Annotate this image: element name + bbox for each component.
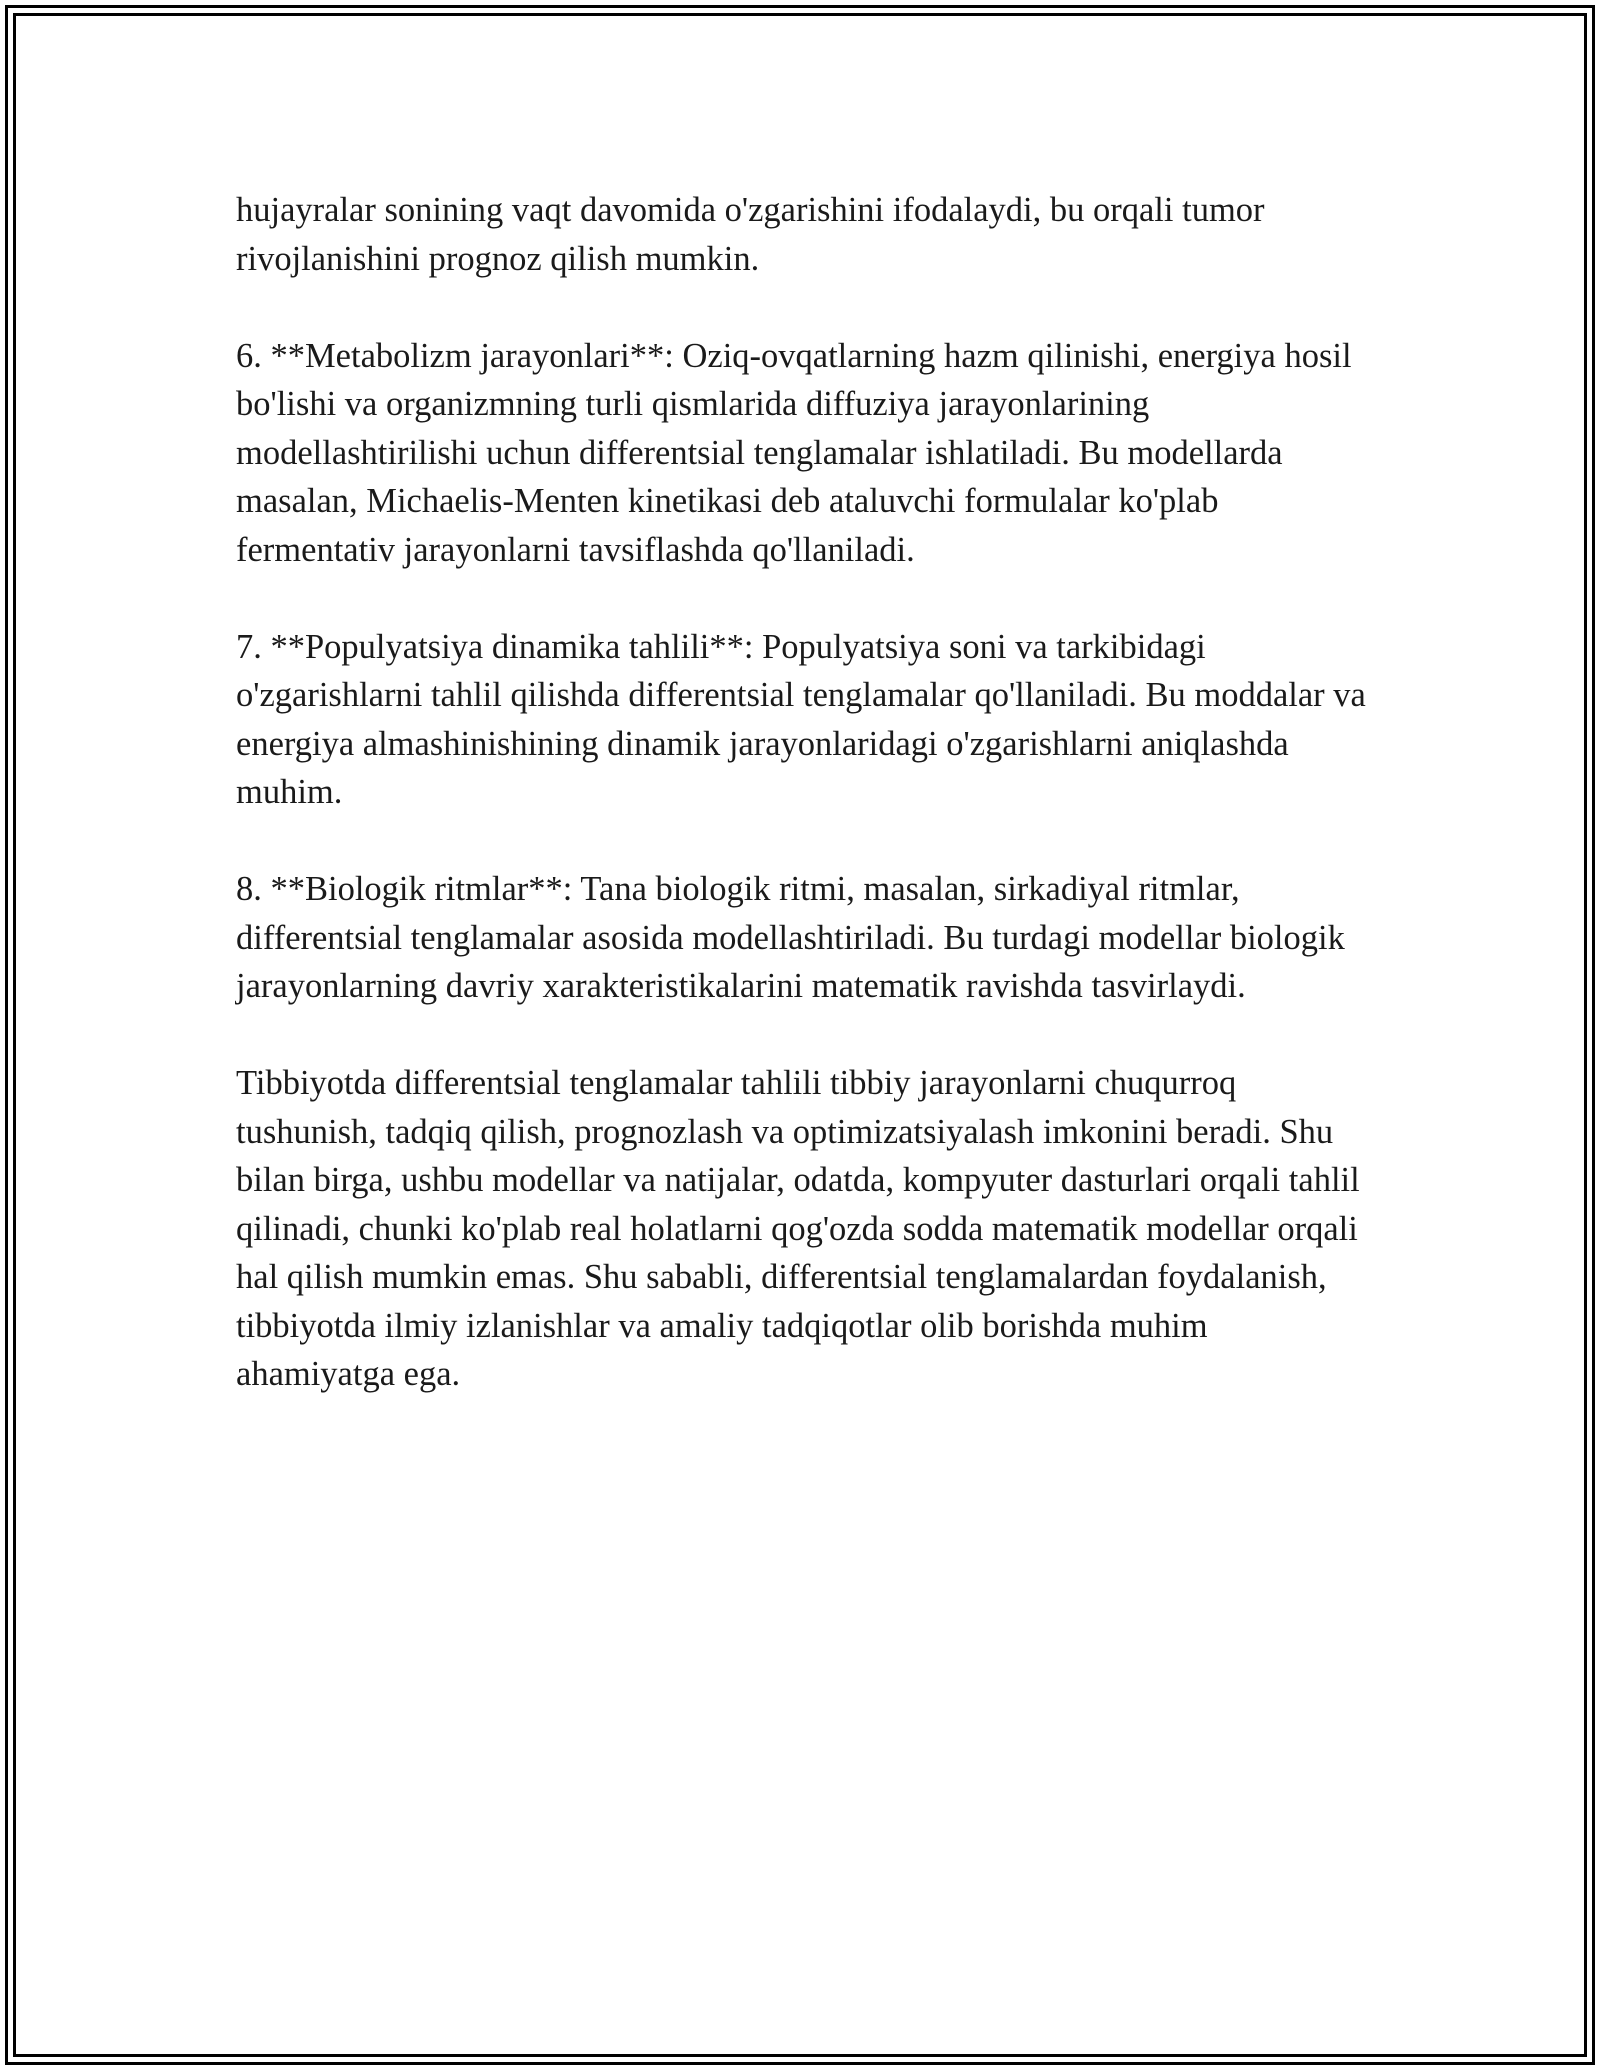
paragraph-biological-rhythms: 8. **Biologik ritmlar**: Tana biologik ritmi, masalan, sirkadiyal ritmlar, differentsial tenglamalar asosida modellashtiriladi. Bu turdagi modellar biologik jarayonlarning davriy xarakteristikalarini matematik ravishda tasvirlaydi.: [236, 870, 1345, 1005]
document-body: [236, 186, 1366, 1447]
paragraph-metabolism: 6. **Metabolizm jarayonlari**: Oziq-ovqatlarning hazm qilinishi, energiya hosil bo'lishi va organizmning turli qismlarida diffuziya jarayonlarining modellashtirilishi uchun differentsial tenglamalar ishlatiladi. Bu modellarda masalan, Michaelis-Menten kinetikasi deb ataluvchi formulalar ko'plab fermentativ jarayonlarni tavsiflashda qo'llaniladi.: [236, 336, 1352, 569]
paragraph-conclusion: Tibbiyotda differentsial tenglamalar tahlili tibbiy jarayonlarni chuqurroq tushunish, tadqiq qilish, prognozlash va optimizatsiyalash imkonini beradi. Shu bilan birga, ushbu modellar va natijalar, odatda, kompyuter dasturlari orqali tahlil qilinadi, chunki ko'plab real holatlarni qog'ozda sodda matematik modellar orqali hal qilish mumkin emas. Shu sababli, differentsial tenglamalardan foydalanish, tibbiyotda ilmiy izlanishlar va amaliy tadqiqotlar olib borishda muhim ahamiyatga ega.: [236, 1064, 1360, 1393]
paragraph-population-dynamics: 7. **Populyatsiya dinamika tahlili**: Populyatsiya soni va tarkibidagi o'zgarishlarni tahlil qilishda differentsial tenglamalar qo'llaniladi. Bu moddalar va energiya almashinishining dinamik jarayonlaridagi o'zgarishlarni aniqlashda muhim.: [236, 627, 1366, 811]
paragraph-tumor-continuation: hujayralar sonining vaqt davomida o'zgarishini ifodalaydi, bu orqali tumor rivojlanishini prognoz qilish mumkin.: [236, 191, 1265, 278]
